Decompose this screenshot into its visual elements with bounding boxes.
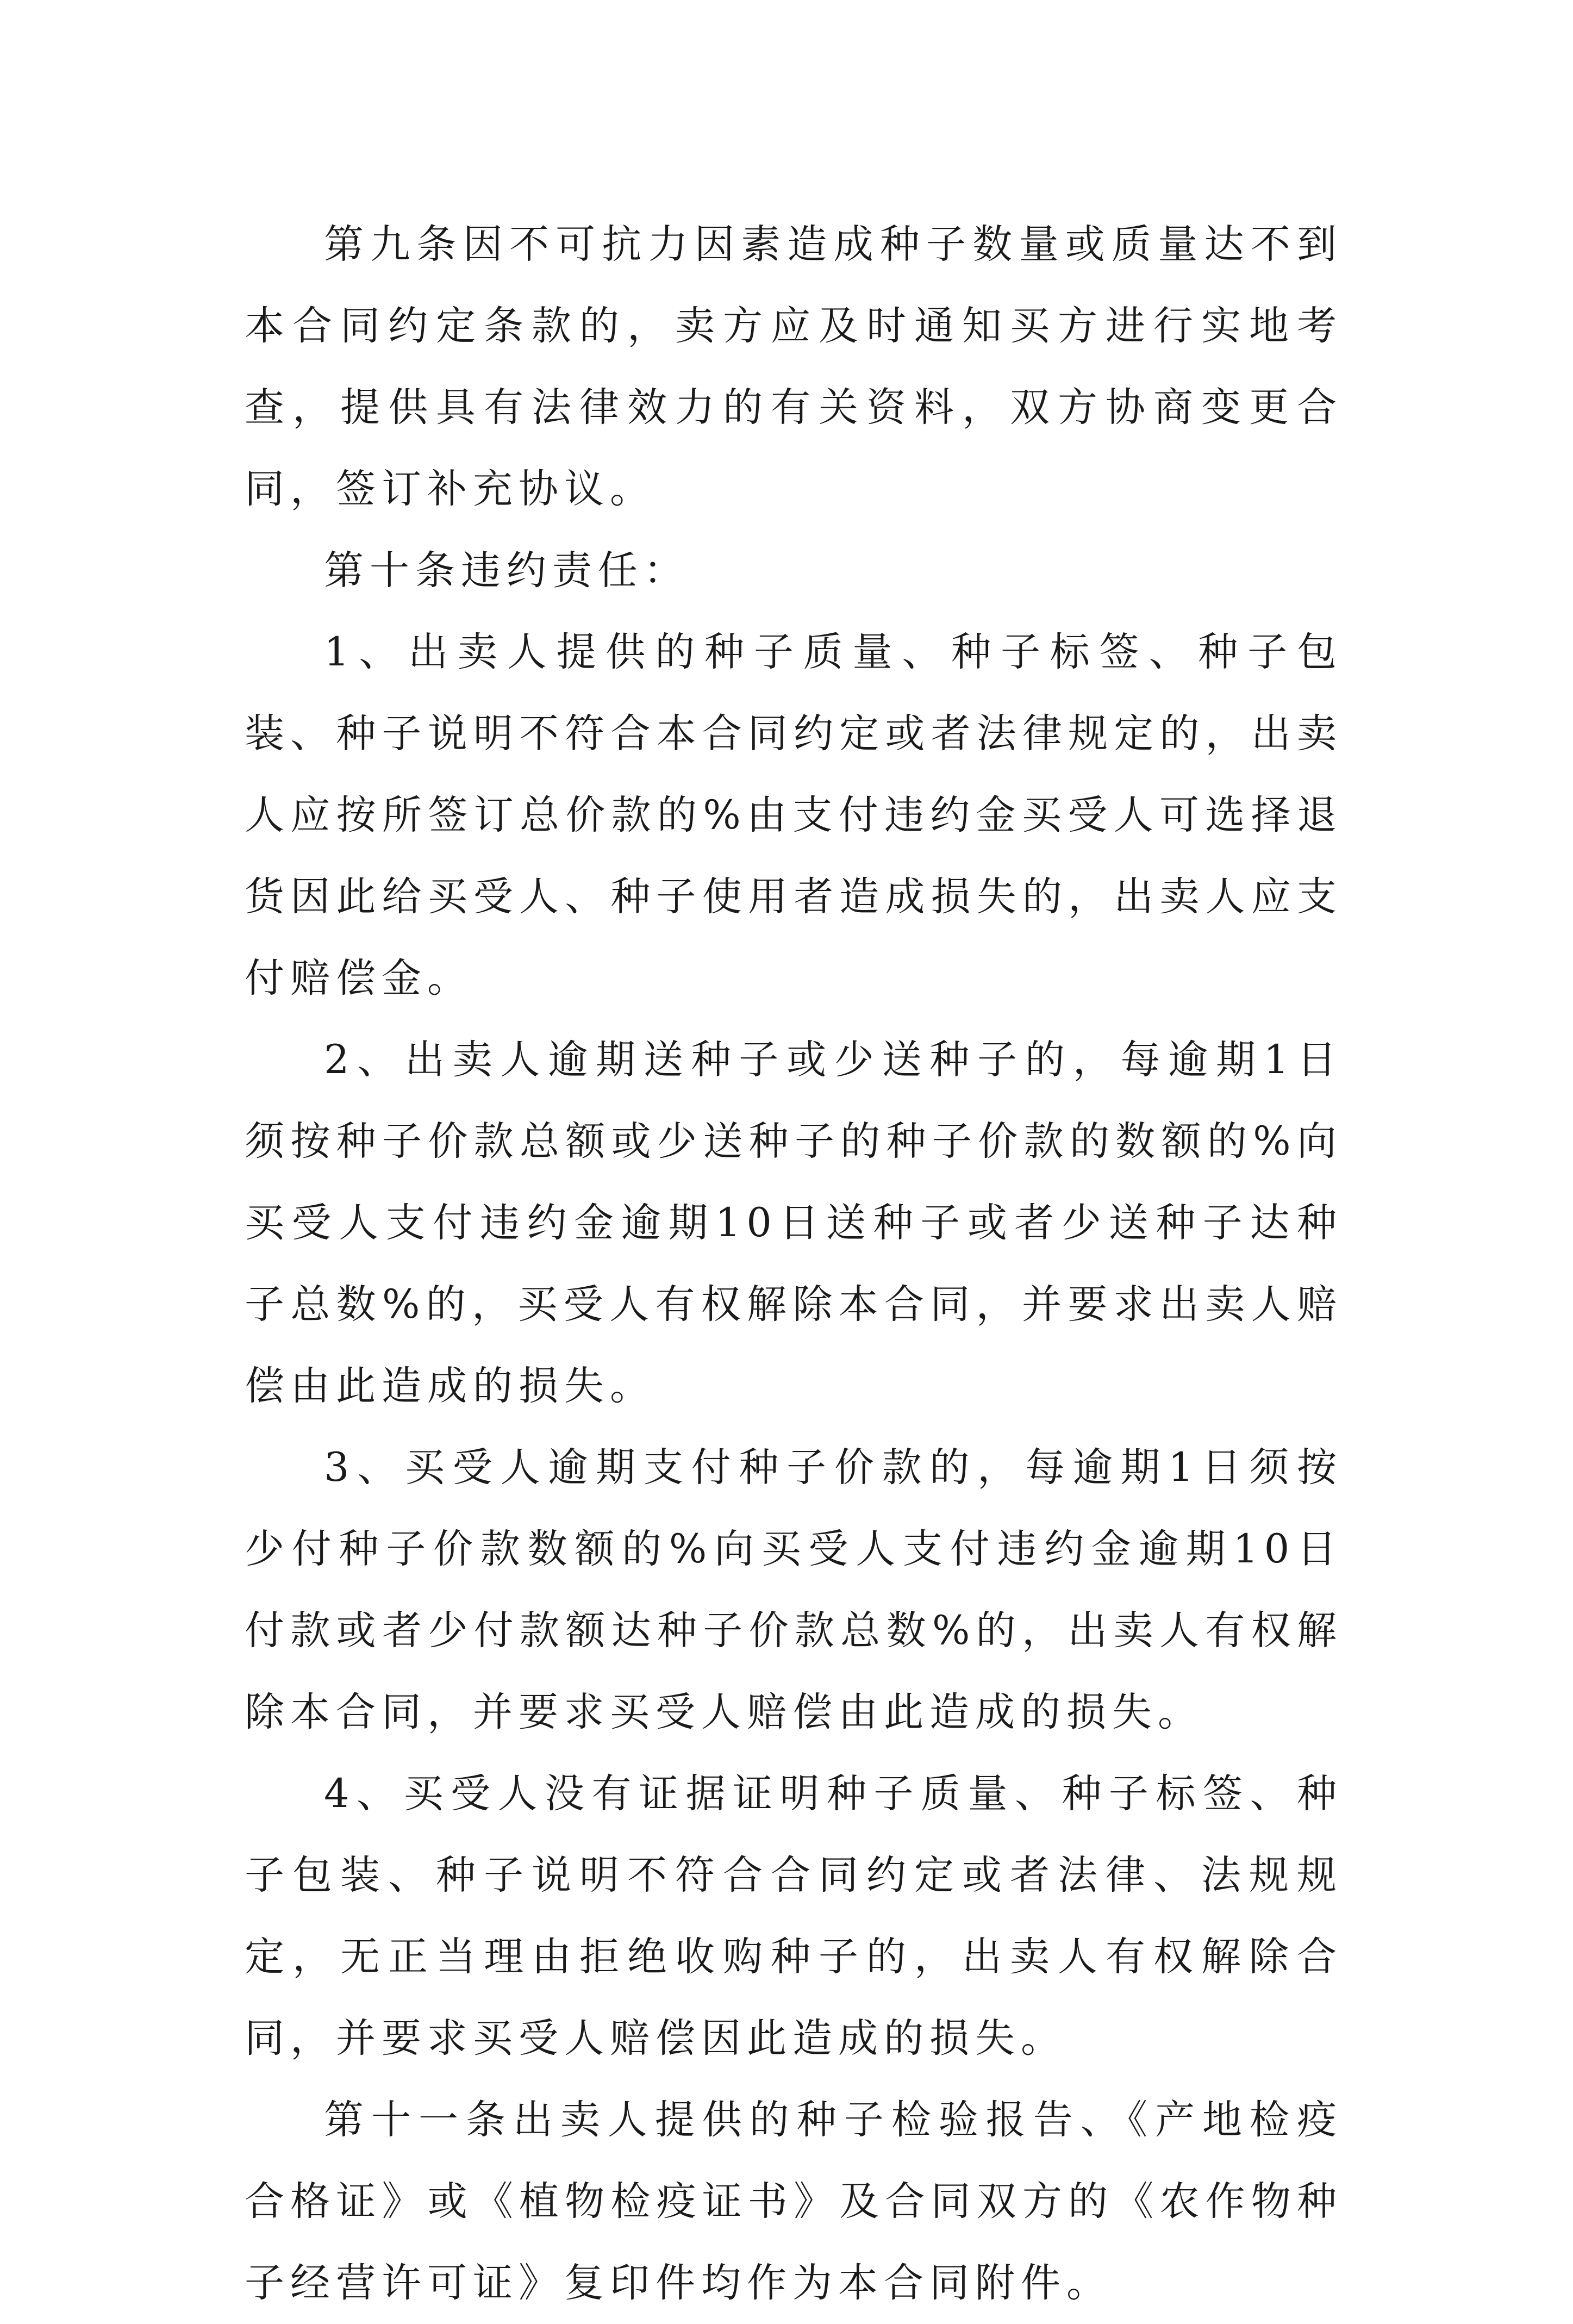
paragraph-article-10-heading: 第十条违约责任： xyxy=(324,547,689,594)
paragraph-clause-3: 3、买受人逾期支付种子价款的，每逾期1日须按少付种子价款数额的%向买受人支付违约金逾期10日付款或者少付款额达种子价款总数%的，出卖人有权解除本合同，并要求买受人赔偿由此造成的损失。 xyxy=(245,1444,1343,1735)
paragraph-clause-4: 4、买受人没有证据证明种子质量、种子标签、种子包装、种子说明不符合合同约定或者法律、法规规定，无正当理由拒绝收购种子的，出卖人有权解除合同，并要求买受人赔偿因此造成的损失。 xyxy=(245,1771,1343,2061)
paragraph-clause-1: 1、出卖人提供的种子质量、种子标签、种子包装、种子说明不符合本合同约定或者法律规定的，出卖人应按所签订总价款的%由支付违约金买受人可选择退货因此给买受人、种子使用者造成损失的，出卖人应支付赔偿金。 xyxy=(245,629,1343,1001)
paragraph-article-9: 第九条因不可抗力因素造成种子数量或质量达不到本合同约定条款的，卖方应及时通知买方进行实地考查，提供具有法律效力的有关资料，双方协商变更合同，签订补充协议。 xyxy=(245,221,1343,512)
paragraph-clause-2: 2、出卖人逾期送种子或少送种子的，每逾期1日须按种子价款总额或少送种子的种子价款的数额的%向买受人支付违约金逾期10日送种子或者少送种子达种子总数%的，买受人有权解除本合同，并要求出卖人赔偿由此造成的损失。 xyxy=(245,1037,1343,1409)
paragraph-article-11: 第十一条出卖人提供的种子检验报告、《产地检疫合格证》或《植物检疫证书》及合同双方的《农作物种子经营许可证》复印件均作为本合同附件。 xyxy=(245,2097,1343,2306)
document-body xyxy=(245,204,1343,2324)
